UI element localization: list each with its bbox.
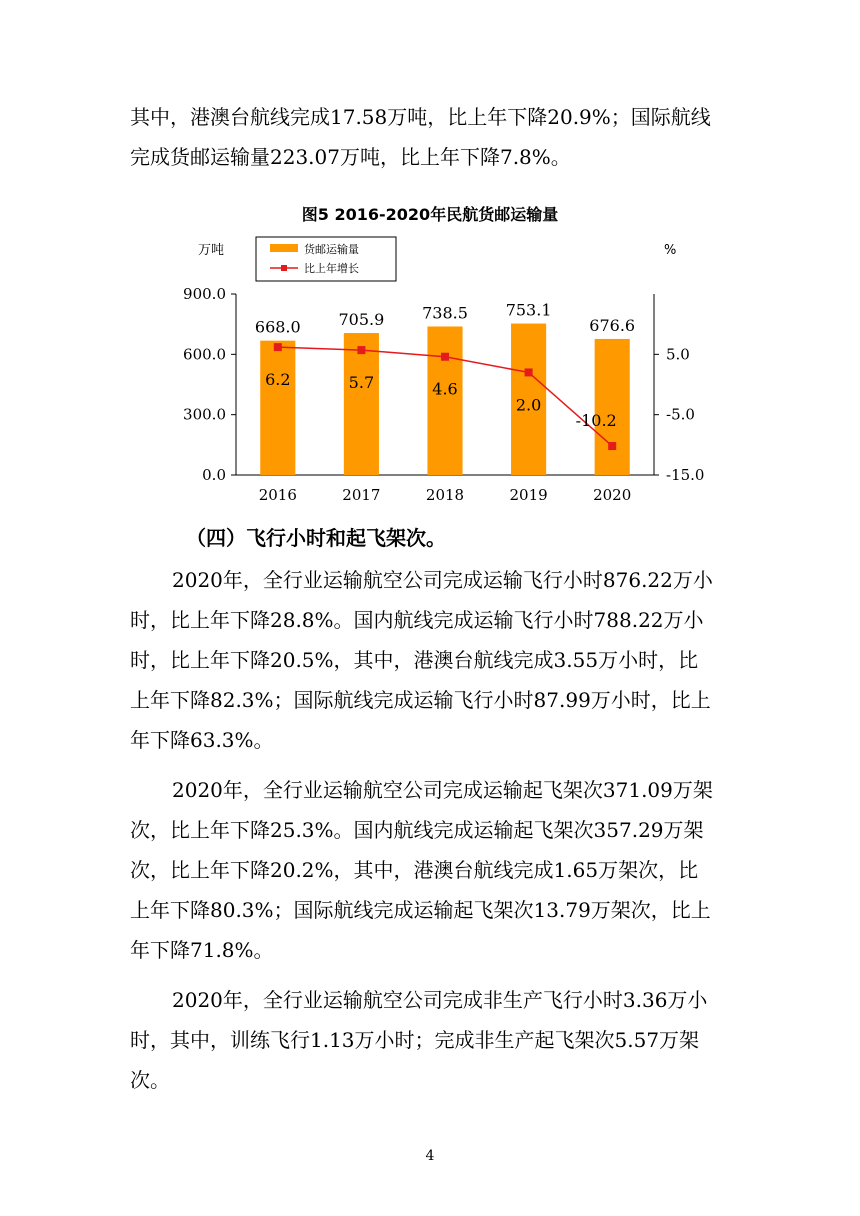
y2-tick-label: -5.0 <box>666 405 695 424</box>
growth-point-2019 <box>525 368 533 376</box>
text-line: 时，比上年下降28.8%。国内航线完成运输飞行小时788.22万小 <box>130 608 704 632</box>
x-tick-label: 2016 <box>258 486 297 504</box>
y-tick-label: 300.0 <box>183 405 226 424</box>
legend-marker-swatch <box>281 265 287 271</box>
text-line: 年下降63.3%。 <box>130 728 274 752</box>
text-line: 2020年，全行业运输航空公司完成运输起飞架次371.09万架 <box>172 778 713 802</box>
y-tick-label: 0.0 <box>202 466 226 484</box>
growth-point-2017 <box>357 346 365 354</box>
text-line: 完成货邮运输量223.07万吨，比上年下降7.8%。 <box>130 145 571 169</box>
bar-value-label: 705.9 <box>338 310 385 330</box>
page-number: 4 <box>425 1148 435 1164</box>
bar-2016 <box>260 341 295 475</box>
text-line: 上年下降82.3%；国际航线完成运输飞行小时87.99万小时，比上 <box>130 688 711 712</box>
takeoffs-paragraph <box>130 770 730 970</box>
x-tick-label: 2020 <box>593 486 632 504</box>
intro-paragraph <box>130 97 730 177</box>
growth-value-label: 5.7 <box>348 373 375 393</box>
non-production-paragraph <box>130 980 730 1100</box>
text-line: 其中，港澳台航线完成17.58万吨，比上年下降20.9%；国际航线 <box>130 105 711 129</box>
growth-value-label: 4.6 <box>432 379 458 399</box>
cargo-volume-chart <box>183 232 730 522</box>
text-line: 次，比上年下降20.2%，其中，港澳台航线完成1.65万架次，比 <box>130 858 699 882</box>
text-line: 次。 <box>130 1068 170 1092</box>
text-line: 次，比上年下降25.3%。国内航线完成运输起飞架次357.29万架 <box>130 818 704 842</box>
growth-point-2020 <box>608 442 616 450</box>
flight-hours-paragraph <box>130 560 730 760</box>
x-tick-label: 2018 <box>425 486 465 504</box>
legend-label-line: 比上年增长 <box>304 262 359 275</box>
section-heading: （四）飞行小时和起飞架次。 <box>186 526 446 550</box>
bar-2017 <box>344 333 379 475</box>
chart-title: 图5 2016-2020年民航货邮运输量 <box>301 205 559 224</box>
growth-point-2016 <box>274 343 282 351</box>
bar-value-label: 668.0 <box>254 317 301 337</box>
y2-axis-unit-label: % <box>664 243 677 258</box>
text-line: 2020年，全行业运输航空公司完成运输飞行小时876.22万小 <box>172 568 713 592</box>
growth-value-label: 6.2 <box>265 370 291 390</box>
growth-value-label: 2.0 <box>515 395 542 415</box>
growth-value-label: -10.2 <box>575 411 617 431</box>
y-tick-label: 900.0 <box>183 285 226 303</box>
x-tick-label: 2019 <box>509 486 548 504</box>
y2-tick-label: -15.0 <box>666 466 705 484</box>
growth-point-2018 <box>441 353 449 361</box>
bar-value-label: 676.6 <box>589 315 636 335</box>
y-tick-label: 600.0 <box>183 345 226 364</box>
bar-value-label: 753.1 <box>505 300 552 320</box>
y2-tick-label: 5.0 <box>666 345 690 364</box>
legend-label-bar: 货邮运输量 <box>304 243 359 256</box>
bar-2020 <box>595 339 630 475</box>
bar-2018 <box>427 326 462 475</box>
text-line: 时，比上年下降20.5%，其中，港澳台航线完成3.55万小时，比 <box>130 648 699 672</box>
text-line: 时，其中，训练飞行1.13万小时；完成非生产起飞架次5.57万架 <box>130 1028 700 1052</box>
text-line: 2020年，全行业运输航空公司完成非生产飞行小时3.36万小 <box>172 988 708 1012</box>
text-line: 年下降71.8%。 <box>130 938 274 962</box>
bar-value-label: 738.5 <box>422 303 468 323</box>
x-tick-label: 2017 <box>342 486 381 504</box>
text-line: 上年下降80.3%；国际航线完成运输起飞架次13.79万架次，比上 <box>130 898 711 922</box>
y-axis-unit-label: 万吨 <box>198 243 225 258</box>
legend-bar-swatch <box>270 244 298 252</box>
